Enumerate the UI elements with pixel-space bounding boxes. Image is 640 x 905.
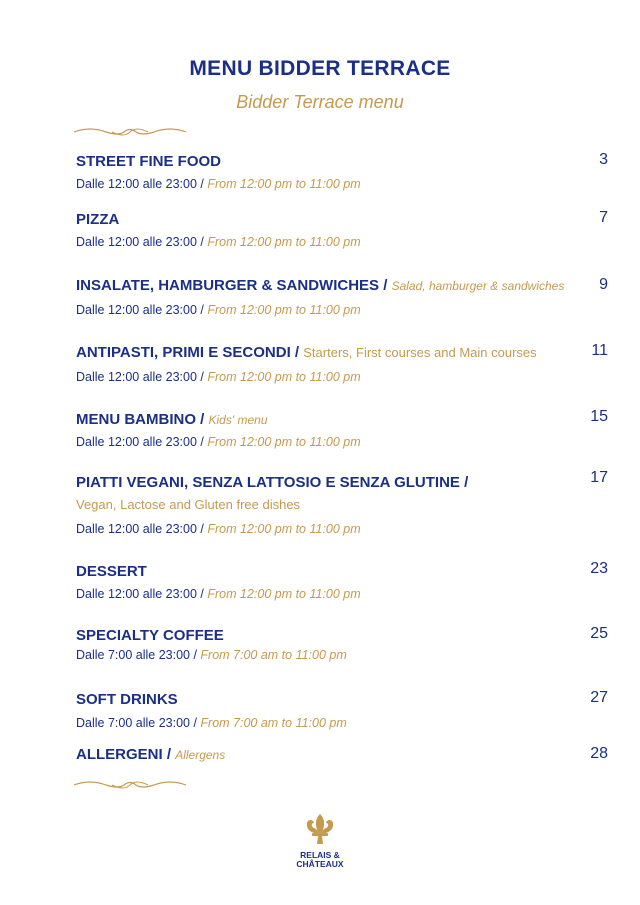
page-number: 28 xyxy=(590,745,608,762)
page-subtitle: Bidder Terrace menu xyxy=(236,92,404,112)
menu-entry-street-fine-food[interactable] xyxy=(76,153,616,191)
flourish-divider-bottom xyxy=(72,778,188,792)
entry-hours-it: Dalle 7:00 alle 23:00 / xyxy=(76,716,197,730)
entry-hours-en: From 12:00 pm to 11:00 pm xyxy=(207,370,361,384)
relais-chateaux-logo xyxy=(280,812,360,869)
entry-hours-it: Dalle 7:00 alle 23:00 / xyxy=(76,648,197,662)
flourish-divider-top xyxy=(72,125,188,139)
menu-entry-menu-bambino[interactable]: MENU BAMBINO / Kids' menu Dalle 12:00 alle 23:00 / From 12:00 pm to 11:00 pm xyxy=(76,411,361,449)
page-number: 25 xyxy=(590,625,608,642)
entry-subtitle: Vegan, Lactose and Gluten free dishes xyxy=(76,497,301,512)
entry-hours-it: Dalle 12:00 alle 23:00 / xyxy=(76,522,204,536)
page-number: 23 xyxy=(590,560,608,577)
menu-entry-soft-drinks[interactable] xyxy=(76,691,616,730)
entry-heading: ALLERGENI xyxy=(76,746,163,763)
menu-entry-insalate[interactable]: INSALATE, HAMBURGER & SANDWICHES / Salad, hamburger & sandwiches Dalle 12:00 alle 23:00 / From 12:00 pm to 11:00 pm xyxy=(76,277,565,317)
page-number: 15 xyxy=(590,408,608,425)
entry-hours-en: From 12:00 pm to 11:00 pm xyxy=(207,177,361,191)
menu-entry-specialty-coffee[interactable] xyxy=(76,627,616,662)
entry-hours-en: From 12:00 pm to 11:00 pm xyxy=(207,303,361,317)
menu-entry-allergeni[interactable]: ALLERGENI / Allergens xyxy=(76,746,226,763)
fleur-de-lis-icon xyxy=(302,812,338,846)
entry-heading: PIATTI VEGANI, SENZA LATTOSIO E SENZA GLUTINE / xyxy=(76,474,469,491)
page-number: 3 xyxy=(599,151,608,168)
entry-hours-it: Dalle 12:00 alle 23:00 / xyxy=(76,587,204,601)
page-number: 7 xyxy=(599,209,608,226)
entry-hours-it: Dalle 12:00 alle 23:00 / xyxy=(76,303,204,317)
entry-hours-it: Dalle 12:00 alle 23:00 / xyxy=(76,435,204,449)
entry-hours-en: From 7:00 am to 11:00 pm xyxy=(200,716,347,730)
entry-english: Salad, hamburger & sandwiches xyxy=(391,279,565,293)
entry-heading: INSALATE, HAMBURGER & SANDWICHES xyxy=(76,277,380,294)
entry-english: Allergens xyxy=(175,748,226,762)
entry-hours-it: Dalle 12:00 alle 23:00 / xyxy=(76,235,204,249)
logo-text-line1: RELAIS & xyxy=(300,850,340,860)
entry-hours-it: Dalle 12:00 alle 23:00 / xyxy=(76,177,204,191)
entry-heading: SPECIALTY COFFEE xyxy=(76,627,224,644)
logo-text-line2: CHÂTEAUX xyxy=(296,859,344,869)
entry-heading: MENU BAMBINO xyxy=(76,411,196,428)
page-number: 17 xyxy=(590,469,608,486)
entry-english: Starters, First courses and Main courses xyxy=(303,345,537,360)
page-number: 9 xyxy=(599,276,608,293)
menu-entry-dessert[interactable] xyxy=(76,563,616,601)
page-title: MENU BIDDER TERRACE xyxy=(189,57,451,80)
menu-entry-antipasti[interactable]: ANTIPASTI, PRIMI E SECONDI / Starters, First courses and Main courses Dalle 12:00 alle 23:00 / From 12:00 pm to 11:00 pm xyxy=(76,344,537,384)
entry-heading: ANTIPASTI, PRIMI E SECONDI xyxy=(76,344,291,361)
entry-heading: SOFT DRINKS xyxy=(76,691,178,708)
entry-hours-it: Dalle 12:00 alle 23:00 / xyxy=(76,370,204,384)
entry-hours-en: From 12:00 pm to 11:00 pm xyxy=(207,435,361,449)
entry-hours-en: From 12:00 pm to 11:00 pm xyxy=(207,587,361,601)
entry-hours-en: From 7:00 am to 11:00 pm xyxy=(200,648,347,662)
page-number: 27 xyxy=(590,689,608,706)
entry-heading: STREET FINE FOOD xyxy=(76,153,222,170)
entry-heading: DESSERT xyxy=(76,563,147,580)
entry-english: Kids' menu xyxy=(208,413,268,427)
entry-hours-en: From 12:00 pm to 11:00 pm xyxy=(207,522,361,536)
entry-heading: PIZZA xyxy=(76,211,120,228)
page-number: 11 xyxy=(591,342,608,359)
menu-entry-piatti-vegani[interactable] xyxy=(76,474,616,536)
menu-entry-pizza[interactable] xyxy=(76,211,616,249)
entry-hours-en: From 12:00 pm to 11:00 pm xyxy=(207,235,361,249)
